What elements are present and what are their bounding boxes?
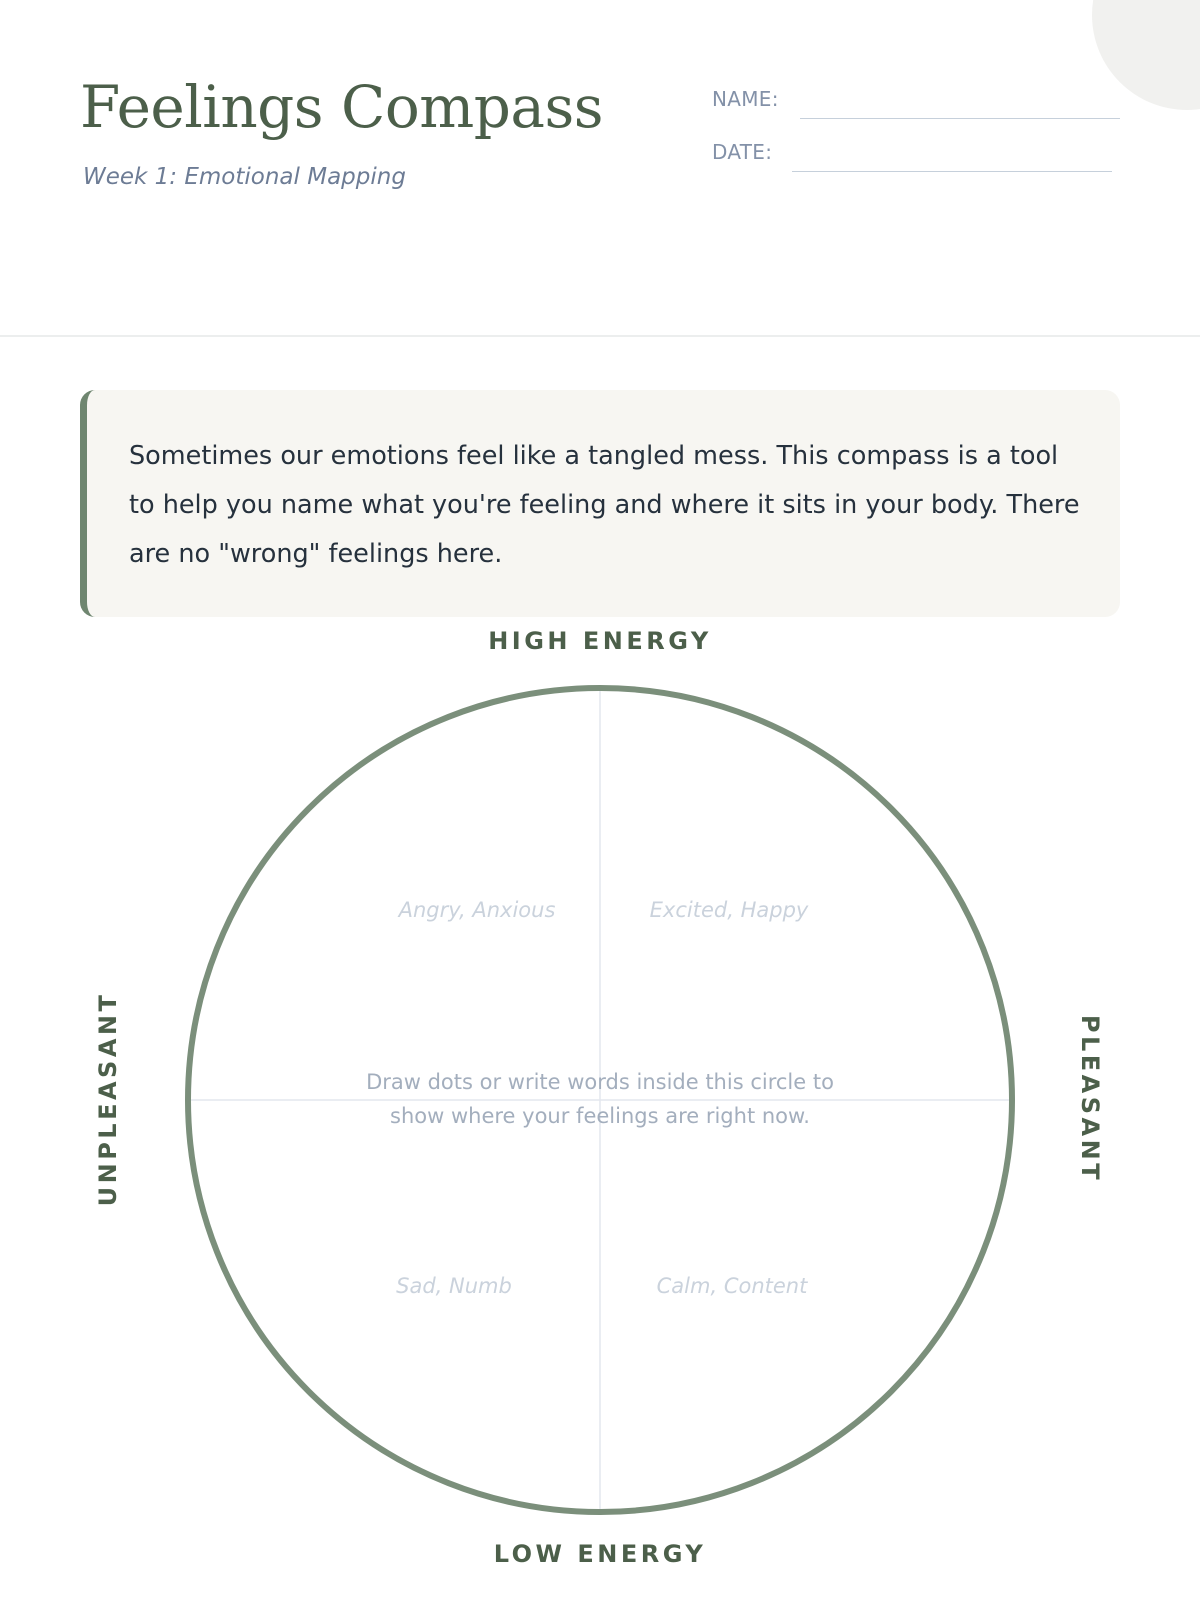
axis-label-low-energy: LOW ENERGY [493, 1540, 707, 1568]
quadrant-label-bottom-left: Sad, Numb [396, 1274, 512, 1298]
worksheet-subtitle: Week 1: Emotional Mapping [83, 164, 406, 190]
axis-label-high-energy: HIGH ENERGY [488, 627, 712, 655]
compass-instructions-line-2: show where your feelings are right now. [390, 1104, 810, 1128]
intro-text: Sometimes our emotions feel like a tangled mess. This compass is a tool to help you name what you're feeling and where it sits in your body. There are no "wrong" feelings here. [129, 441, 1080, 569]
worksheet-title: Feelings Compass [80, 73, 604, 141]
compass-instructions [350, 1065, 850, 1133]
quadrant-label-bottom-right: Calm, Content [656, 1274, 808, 1298]
name-label: NAME: [712, 87, 779, 111]
quadrant-label-top-left: Angry, Anxious [398, 898, 556, 922]
quadrant-label-top-right: Excited, Happy [649, 898, 809, 922]
compass-instructions-line-1: Draw dots or write words inside this circle to [366, 1070, 834, 1094]
axis-label-pleasant: PLEASANT [1076, 1014, 1104, 1184]
axis-label-unpleasant: UNPLEASANT [94, 991, 122, 1207]
date-label: DATE: [712, 140, 773, 164]
